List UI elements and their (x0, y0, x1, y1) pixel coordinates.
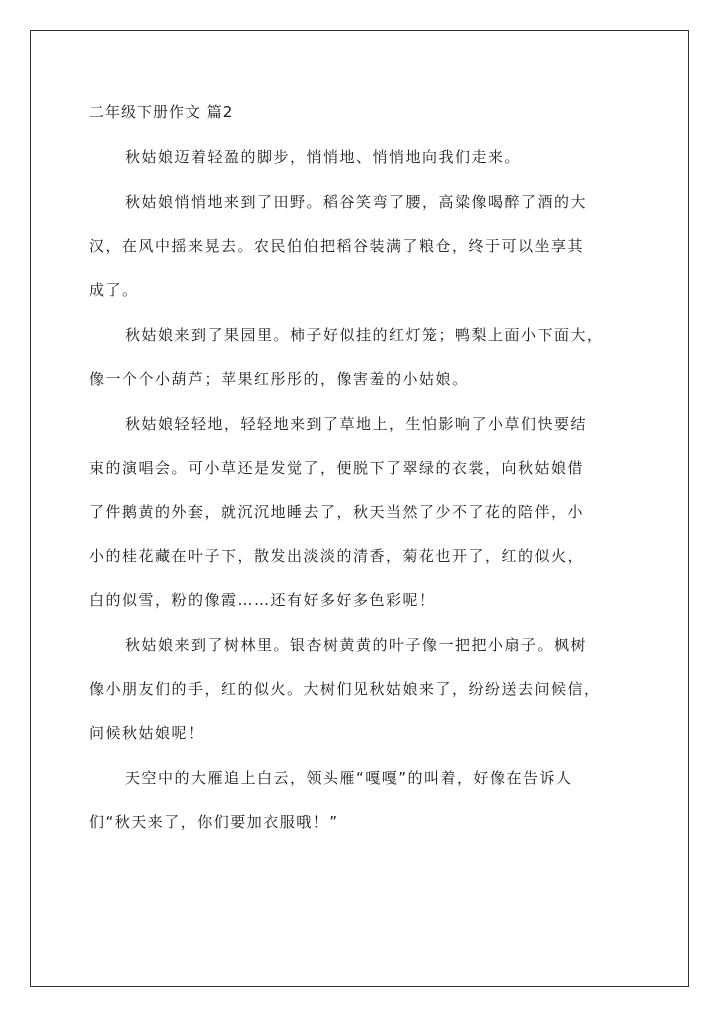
paragraph-line: 秋姑娘迈着轻盈的脚步，悄悄地、悄悄地向我们走来。 (125, 148, 522, 166)
paragraph-line: 白的似雪，粉的像霞……还有好多好多色彩呢！ (89, 591, 436, 609)
paragraph-line: 了件鹅黄的外套，就沉沉地睡去了，秋天当然了少不了花的陪伴，小 (89, 503, 585, 521)
paragraph-line: 像一个个小葫芦；苹果红彤彤的，像害羞的小姑娘。 (89, 370, 469, 388)
document-title: 二年级下册作文 篇2 (89, 103, 234, 121)
paragraph-2 (89, 186, 636, 307)
paragraph-line: 小的桂花藏在叶子下，散发出淡淡的清香，菊花也开了，红的似火， (89, 547, 585, 565)
paragraph-5 (89, 629, 636, 750)
paragraph-line: 秋姑娘来到了果园里。柿子好似挂的红灯笼；鸭梨上面小下面大， (125, 326, 604, 344)
paragraph-3 (89, 319, 636, 396)
document-body (89, 96, 636, 839)
paragraph-line: 秋姑娘来到了树林里。银杏树黄黄的叶子像一把把小扇子。枫树 (125, 636, 588, 654)
paragraph-line: 天空中的大雁追上白云，领头雁“嘎嘎”的叫着，好像在告诉人 (125, 769, 573, 787)
paragraph-line: 们“秋天来了，你们要加衣服哦！” (89, 813, 339, 831)
paragraph-1 (89, 141, 636, 174)
paragraph-line: 成了。 (89, 281, 139, 299)
paragraph-line: 束的演唱会。可小草还是发觉了，便脱下了翠绿的衣裳，向秋姑娘借 (89, 459, 585, 477)
paragraph-line: 秋姑娘轻轻地，轻轻地来到了草地上，生怕影响了小草们快要结 (125, 415, 588, 433)
paragraph-6 (89, 762, 636, 839)
paragraph-line: 像小朋友们的手，红的似火。大树们见秋姑娘来了，纷纷送去问候信， (89, 680, 601, 698)
paragraphs (89, 141, 636, 839)
paragraph-line: 汉，在风中摇来晃去。农民伯伯把稻谷装满了粮仓，终于可以坐享其 (89, 237, 585, 255)
paragraph-line: 秋姑娘悄悄地来到了田野。稻谷笑弯了腰，高粱像喝醉了酒的大 (125, 193, 588, 211)
paragraph-line: 问候秋姑娘呢！ (89, 724, 205, 742)
paragraph-4 (89, 408, 636, 617)
